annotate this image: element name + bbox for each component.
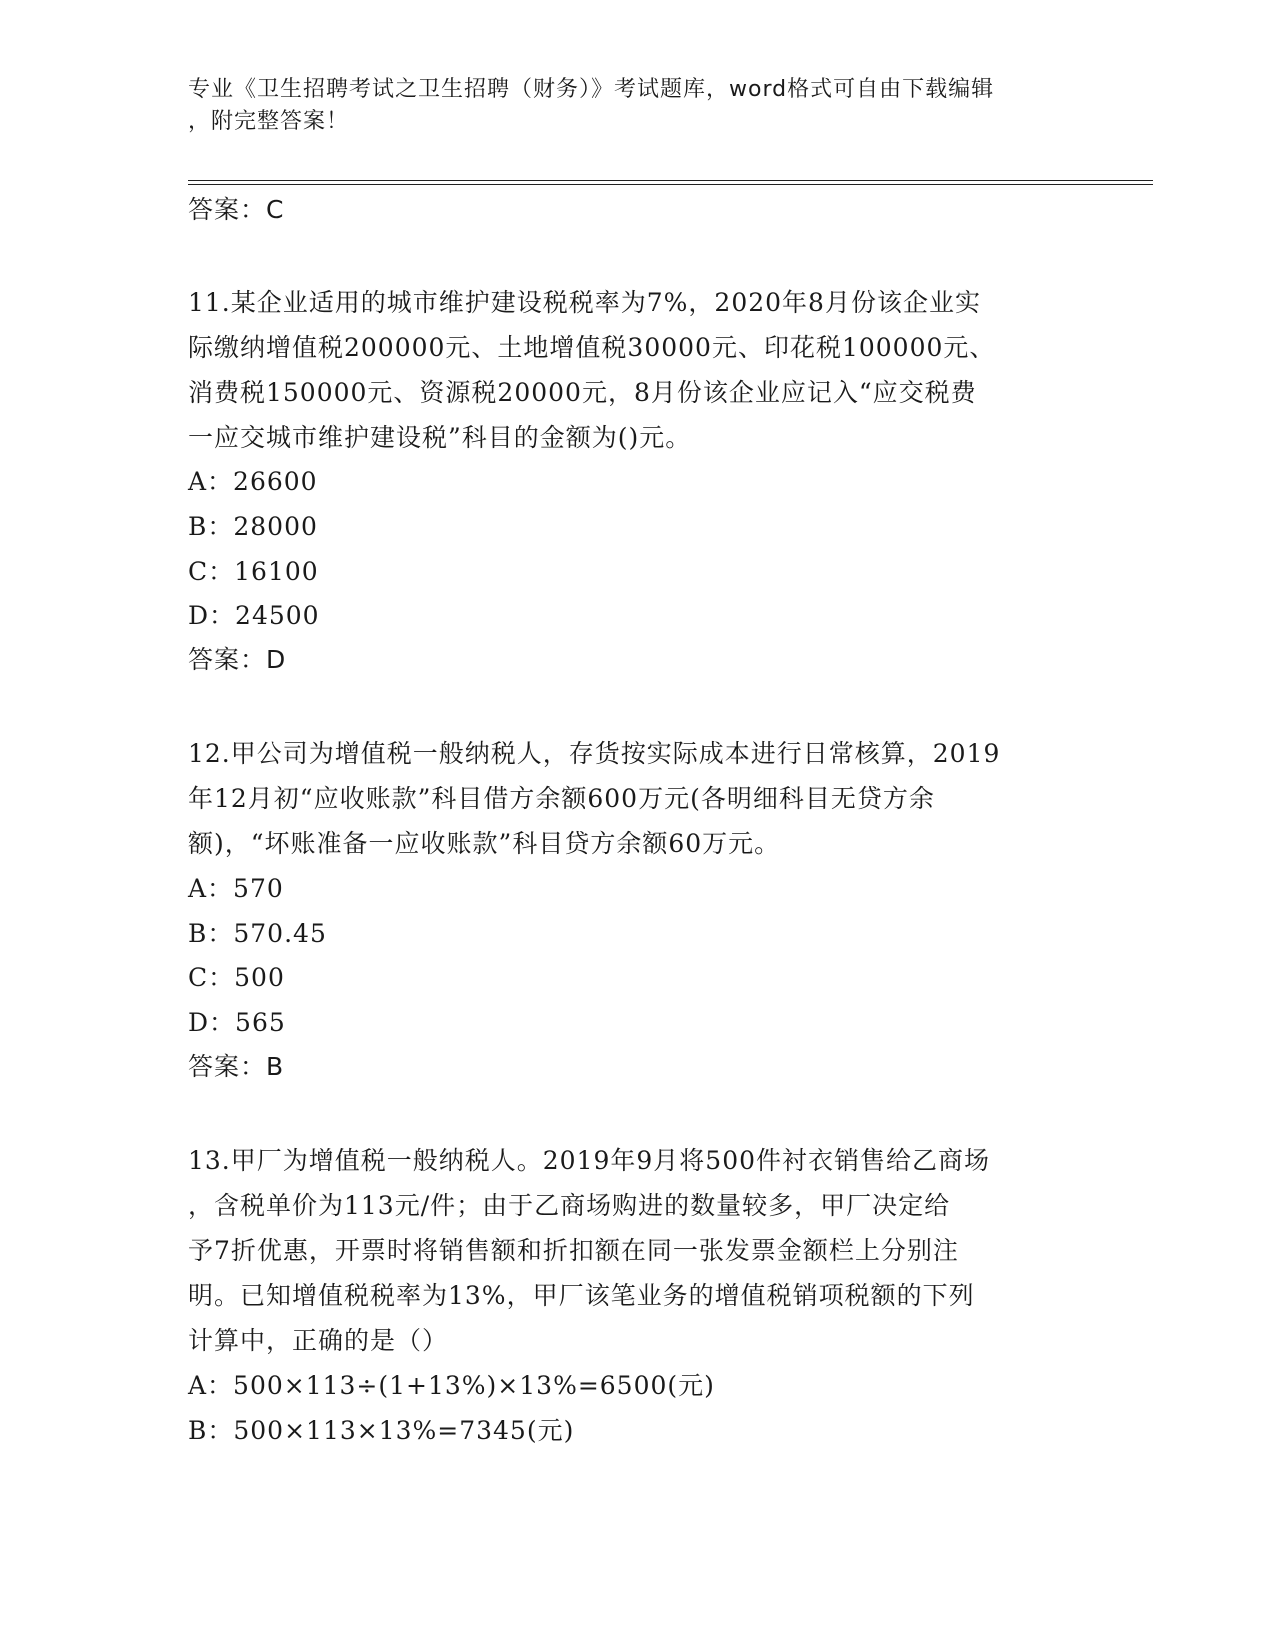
header-line-1: 专业《卫生招聘考试之卫生招聘（财务）》考试题库，word格式可自由下载编辑 (188, 77, 995, 102)
q11-stem-line-1: 11.某企业适用的城市维护建设税税率为7%，2020年8月份该企业实 (188, 288, 981, 317)
q12-option-a: A：570 (188, 874, 284, 903)
q11-stem-line-3: 消费税150000元、资源税20000元，8月份该企业应记入“应交税费 (188, 378, 977, 407)
q11-stem-line-2: 际缴纳增值税200000元、土地增值税30000元、印花税100000元、 (188, 333, 996, 362)
q12-option-b: B：570.45 (188, 919, 327, 948)
q11-stem-line-4: 一应交城市维护建设税”科目的金额为()元。 (188, 423, 692, 452)
q12-option-c: C：500 (188, 963, 285, 992)
q11-answer: 答案：D (188, 645, 287, 674)
q13-stem-line-5: 计算中，正确的是（） (188, 1326, 449, 1355)
answer-prev: 答案：C (188, 195, 285, 224)
header-line-2: ，附完整答案！ (188, 109, 350, 134)
q12-answer: 答案：B (188, 1052, 285, 1081)
q11-option-c: C：16100 (188, 557, 319, 586)
q13-stem-line-2: ，含税单价为113元/件；由于乙商场购进的数量较多，甲厂决定给 (188, 1191, 951, 1220)
document-header (188, 74, 1068, 138)
q12-stem-line-2: 年12月初“应收账款”科目借方余额600万元(各明细科目无贷方余 (188, 784, 935, 813)
q13-option-a: A：500×113÷(1+13%)×13%=6500(元) (188, 1371, 715, 1400)
q13-stem-line-4: 明。已知增值税税率为13%，甲厂该笔业务的增值税销项税额的下列 (188, 1281, 975, 1310)
header-divider-bottom (188, 184, 1153, 185)
q13-stem-line-3: 予7折优惠，开票时将销售额和折扣额在同一张发票金额栏上分别注 (188, 1236, 959, 1265)
q11-option-b: B：28000 (188, 512, 318, 541)
q13-option-b: B：500×113×13%=7345(元) (188, 1416, 575, 1445)
header-divider-top (188, 180, 1153, 181)
q12-stem-line-3: 额)，“坏账准备一应收账款”科目贷方余额60万元。 (188, 829, 781, 858)
q12-option-d: D：565 (188, 1008, 286, 1037)
q12-stem-line-1: 12.甲公司为增值税一般纳税人，存货按实际成本进行日常核算，2019 (188, 739, 1001, 768)
q11-option-d: D：24500 (188, 601, 320, 630)
q13-stem-line-1: 13.甲厂为增值税一般纳税人。2019年9月将500件衬衣销售给乙商场 (188, 1146, 991, 1175)
q11-option-a: A：26600 (188, 467, 318, 496)
